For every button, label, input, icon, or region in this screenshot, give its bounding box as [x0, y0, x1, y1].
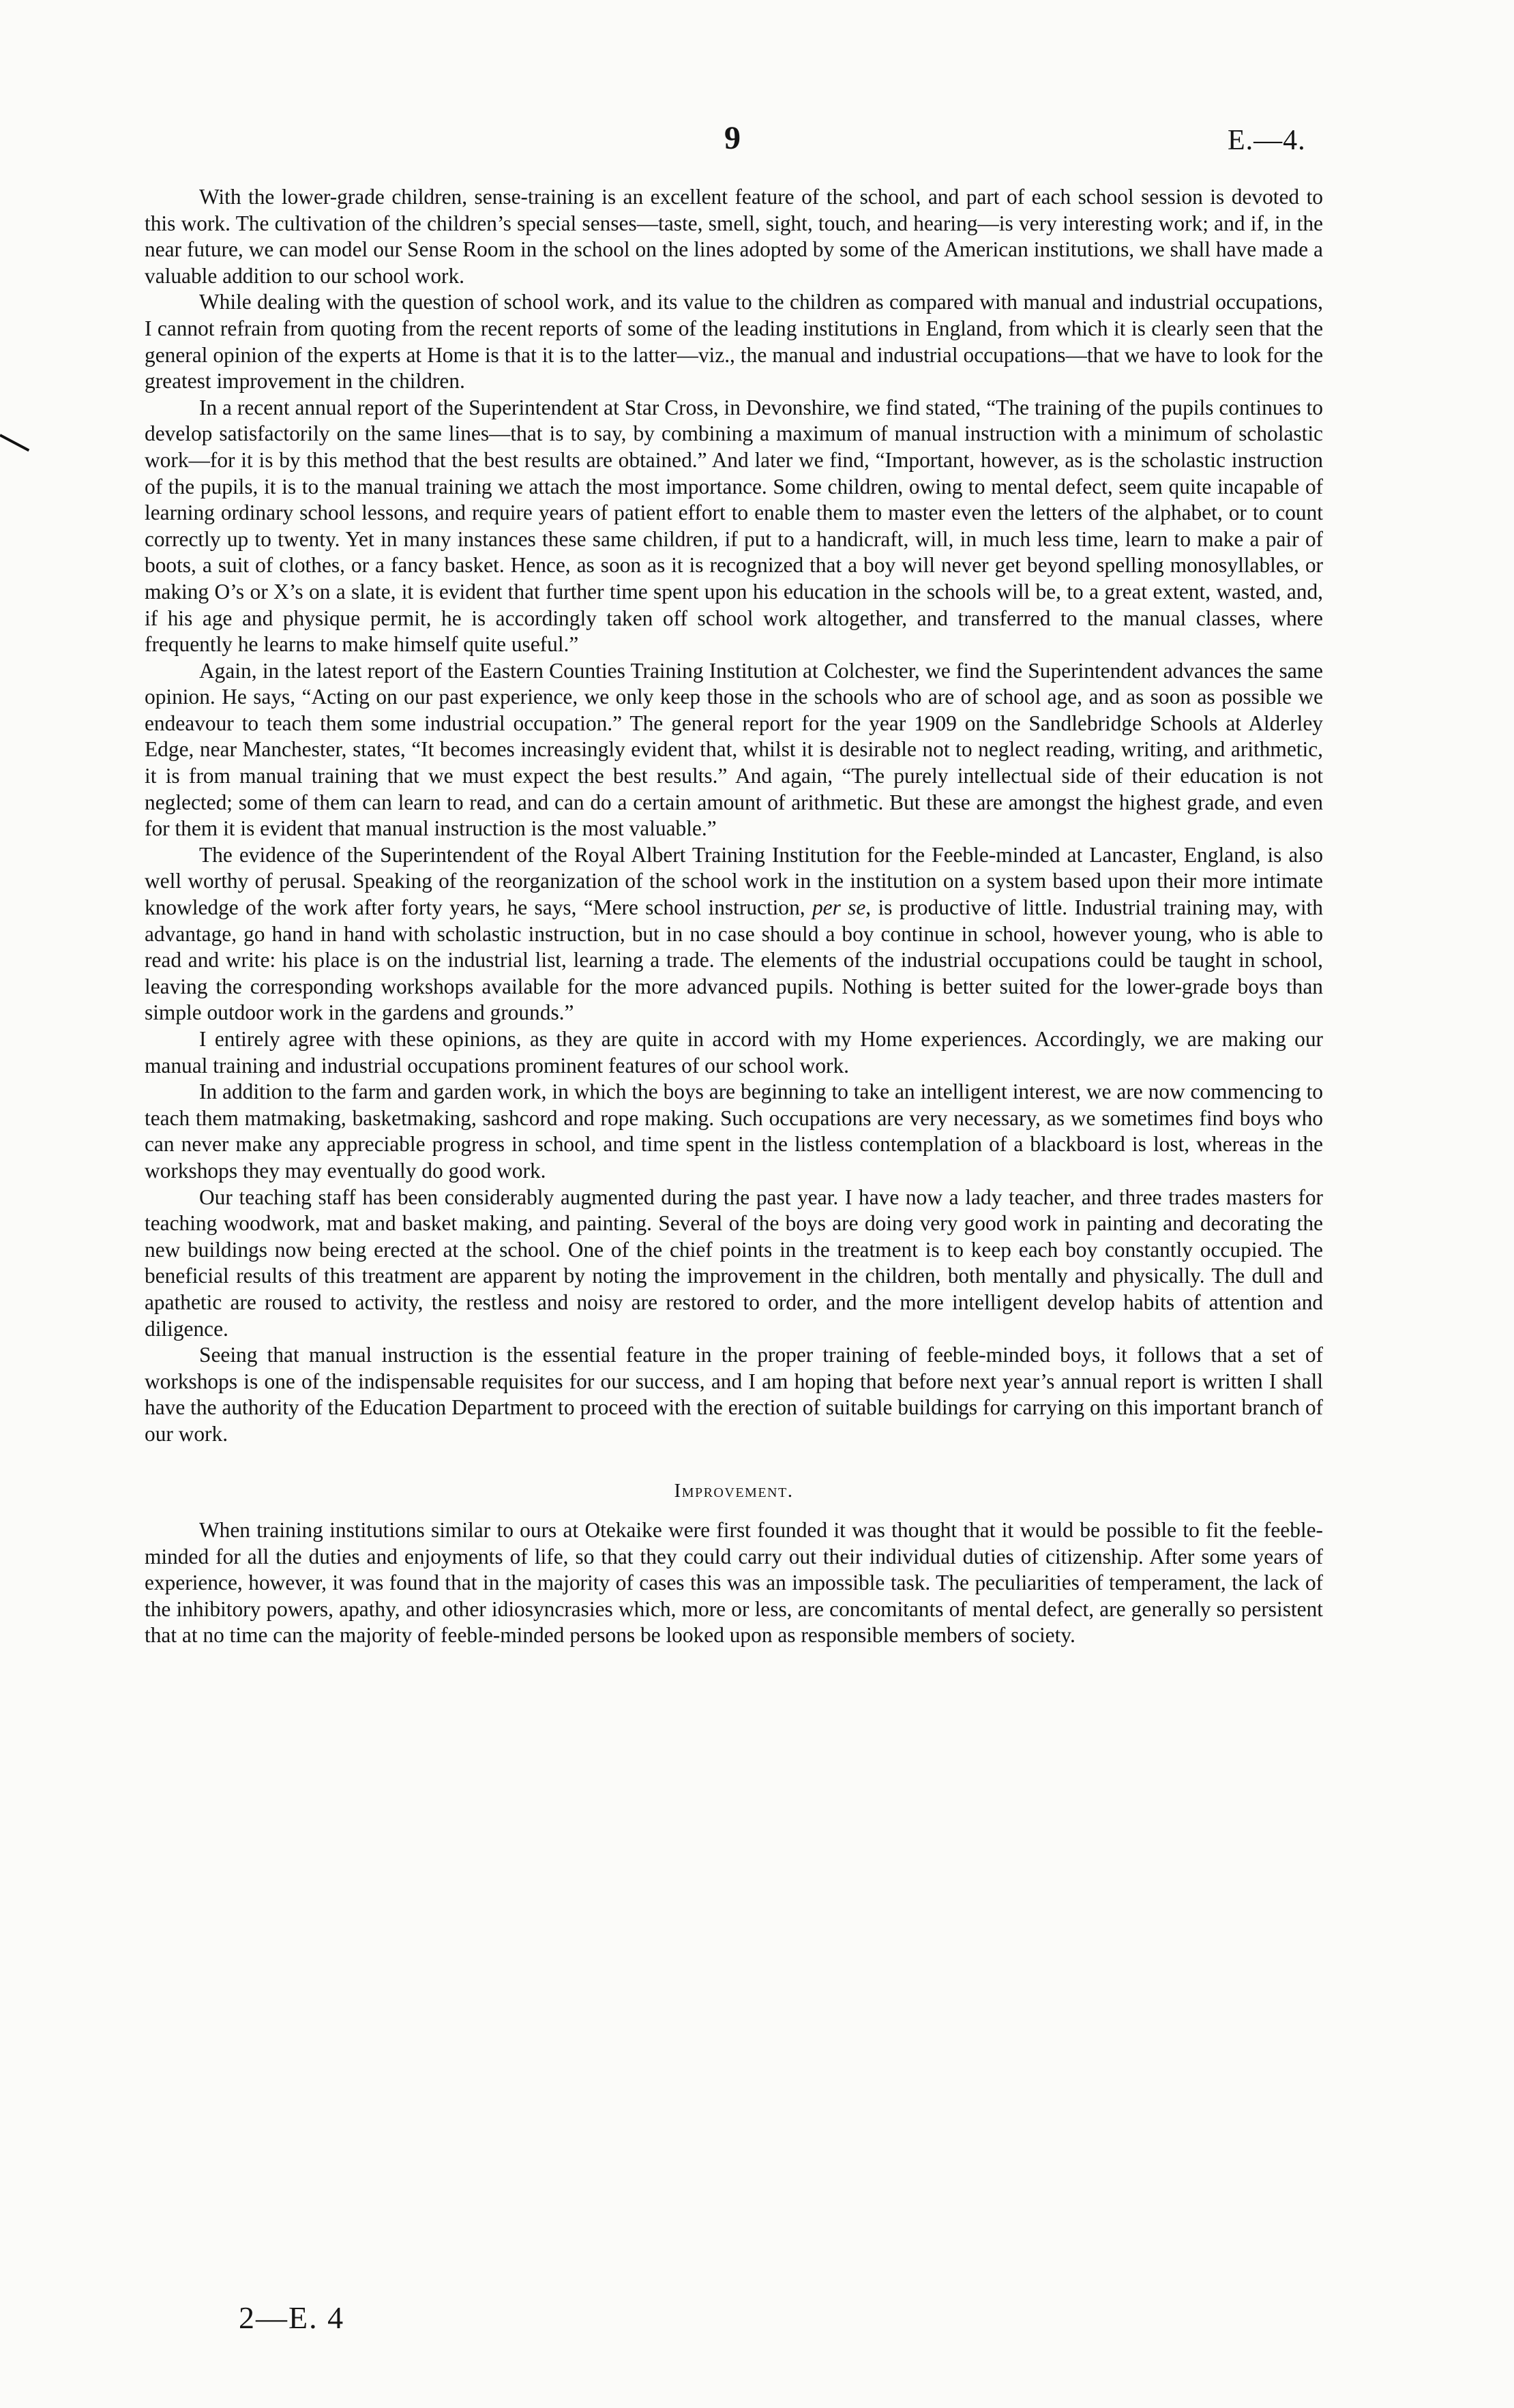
report-body — [145, 184, 1323, 1649]
paragraph-school-work: While dealing with the question of school work, and its value to the children as compared with manual and industrial occupations, I cannot refrain from quoting from the recent reports of some of the leading institutions in England, from which it is clearly seen that the general opinion of the experts at Home is that it is to the latter—viz., the manual and industrial occupations—that we have to look for the greatest improvement in the children. — [145, 290, 1323, 393]
margin-mark — [0, 434, 29, 451]
paragraph-farm-garden: In addition to the farm and garden work, in which the boys are beginning to take an intelligent interest, we are now commencing to teach them matmaking, basketmaking, sashcord and rope making. Such occupations are very necessary, as we sometimes find boys who can never make any appreciable progress in school, and time spent in the listless contemplation of a blackboard is lost, whereas in the workshops they may eventually do good work. — [145, 1080, 1323, 1183]
paragraph-workshops: Seeing that manual instruction is the essential feature in the proper training of feeble-minded boys, it follows that a set of workshops is one of the indispensable requisites for our success, and I am hoping that before next year’s annual report is written I shall have the authority of the Education Department to proceed with the erection of suitable buildings for carrying on this important branch of our work. — [145, 1343, 1323, 1446]
page-number: 9 — [724, 120, 741, 156]
royal-albert-text-before: The evidence of the Superintendent of the Royal Albert Training Institution for the Feeble-minded at Lancaster, England, is also well worthy of perusal. Speaking of the reorganization of the school work in the institution on a system based upon their more intimate knowledge of the work after forty years, he says, “Mere school instruction, — [145, 842, 1323, 920]
royal-albert-italic: per se — [812, 895, 866, 920]
page-reference: E.—4. — [1228, 125, 1306, 156]
sheet-reference: 2—E. 4 — [239, 2300, 345, 2335]
section-heading-improvement: Improvement. — [674, 1479, 794, 1502]
royal-albert-text-after: , is productive of little. Industrial training may, with advantage, go hand in hand with scholastic instruction, but in no case should a boy continue in school, however young, who is able to read and write: his place is on the industrial list, learning a trade. The elements of the industrial occupations could be taught in school, leaving the corresponding workshops available for the more advanced pupils. Nothing is better suited for the lower-grade boys than simple outdoor work in the gardens and grounds.” — [145, 895, 1324, 1025]
paragraph-improvement: When training institutions similar to ours at Otekaike were first founded it was thought that it would be possible to fit the feeble-minded for all the duties and enjoyments of life, so that they could carry out their individual duties of citizenship. After some years of experience, however, it was found that in the majority of cases this was an impossible task. The peculiarities of temperament, the lack of the inhibitory powers, apathy, and other idiosyncrasies which, more or less, are concomitants of mental defect, are generally so persistent that at no time can the majority of feeble-minded persons be looked upon as responsible members of society. — [145, 1518, 1323, 1648]
paragraph-star-cross: In a recent annual report of the Superintendent at Star Cross, in Devonshire, we find stated, “The training of the pupils continues to develop satisfactorily on the same lines—that is to say, by combining a maximum of manual instruction with a minimum of scholastic work—for it is by this method that the best results are obtained.” And later we find, “Important, however, as is the scholastic instruction of the pupils, it is to the manual training we attach the most importance. Some children, owing to mental defect, seem quite incapable of learning ordinary school lessons, and require years of patient effort to enable them to master even the letters of the alphabet, or to count correctly up to twenty. Yet in many instances these same children, if put to a handicraft, will, in much less time, learn to make a pair of boots, a suit of clothes, or a fancy basket. Hence, as soon as it is recognized that a boy will never get beyond spelling monosyllables, or making O’s or X’s on a slate, it is evident that further time spent upon his education in the schools will be, to a great extent, wasted, and, if his age and physique permit, he is accordingly taken off school work altogether, and transferred to the manual classes, where frequently he learns to make himself quite useful.” — [145, 395, 1323, 657]
paragraph-agreement: I entirely agree with these opinions, as they are quite in accord with my Home experiences. Accordingly, we are making our manual training and industrial occupations prominent features of our school work. — [145, 1027, 1323, 1077]
paragraph-sense-training: With the lower-grade children, sense-training is an excellent feature of the school, and part of each school session is devoted to this work. The cultivation of the children’s special senses—taste, smell, sight, touch, and hearing—is very interesting work; and if, in the near future, we can model our Sense Room in the school on the lines adopted by some of the American institutions, we shall have made a valuable addition to our school work. — [145, 185, 1323, 288]
paragraph-royal-albert — [145, 842, 1323, 1026]
paragraph-colchester: Again, in the latest report of the Eastern Counties Training Institution at Colchester, we find the Superintendent advances the same opinion. He says, “Acting on our past experience, we only keep those in the schools who are of school age, and as soon as possible we endeavour to teach them some industrial occupation.” The general report for the year 1909 on the Sandlebridge Schools at Alderley Edge, near Manchester, states, “It becomes increasingly evident that, whilst it is desirable not to neglect reading, writing, and arithmetic, it is from manual training that we must expect the best results.” And again, “The purely intellectual side of their education is not neglected; some of them can learn to read, and can do a certain amount of arithmetic. But these are amongst the highest grade, and even for them it is evident that manual instruction is the most valuable.” — [145, 658, 1323, 841]
paragraph-teaching-staff: Our teaching staff has been considerably augmented during the past year. I have now a lady teacher, and three trades masters for teaching woodwork, mat and basket making, and painting. Several of the boys are doing very good work in painting and decorating the new buildings now being erected at the school. One of the chief points in the treatment is to keep each boy constantly occupied. The beneficial results of this treatment are apparent by noting the improvement in the children, both mentally and physically. The dull and apathetic are roused to activity, the restless and noisy are restored to order, and the more intelligent develop habits of attention and diligence. — [145, 1185, 1323, 1341]
